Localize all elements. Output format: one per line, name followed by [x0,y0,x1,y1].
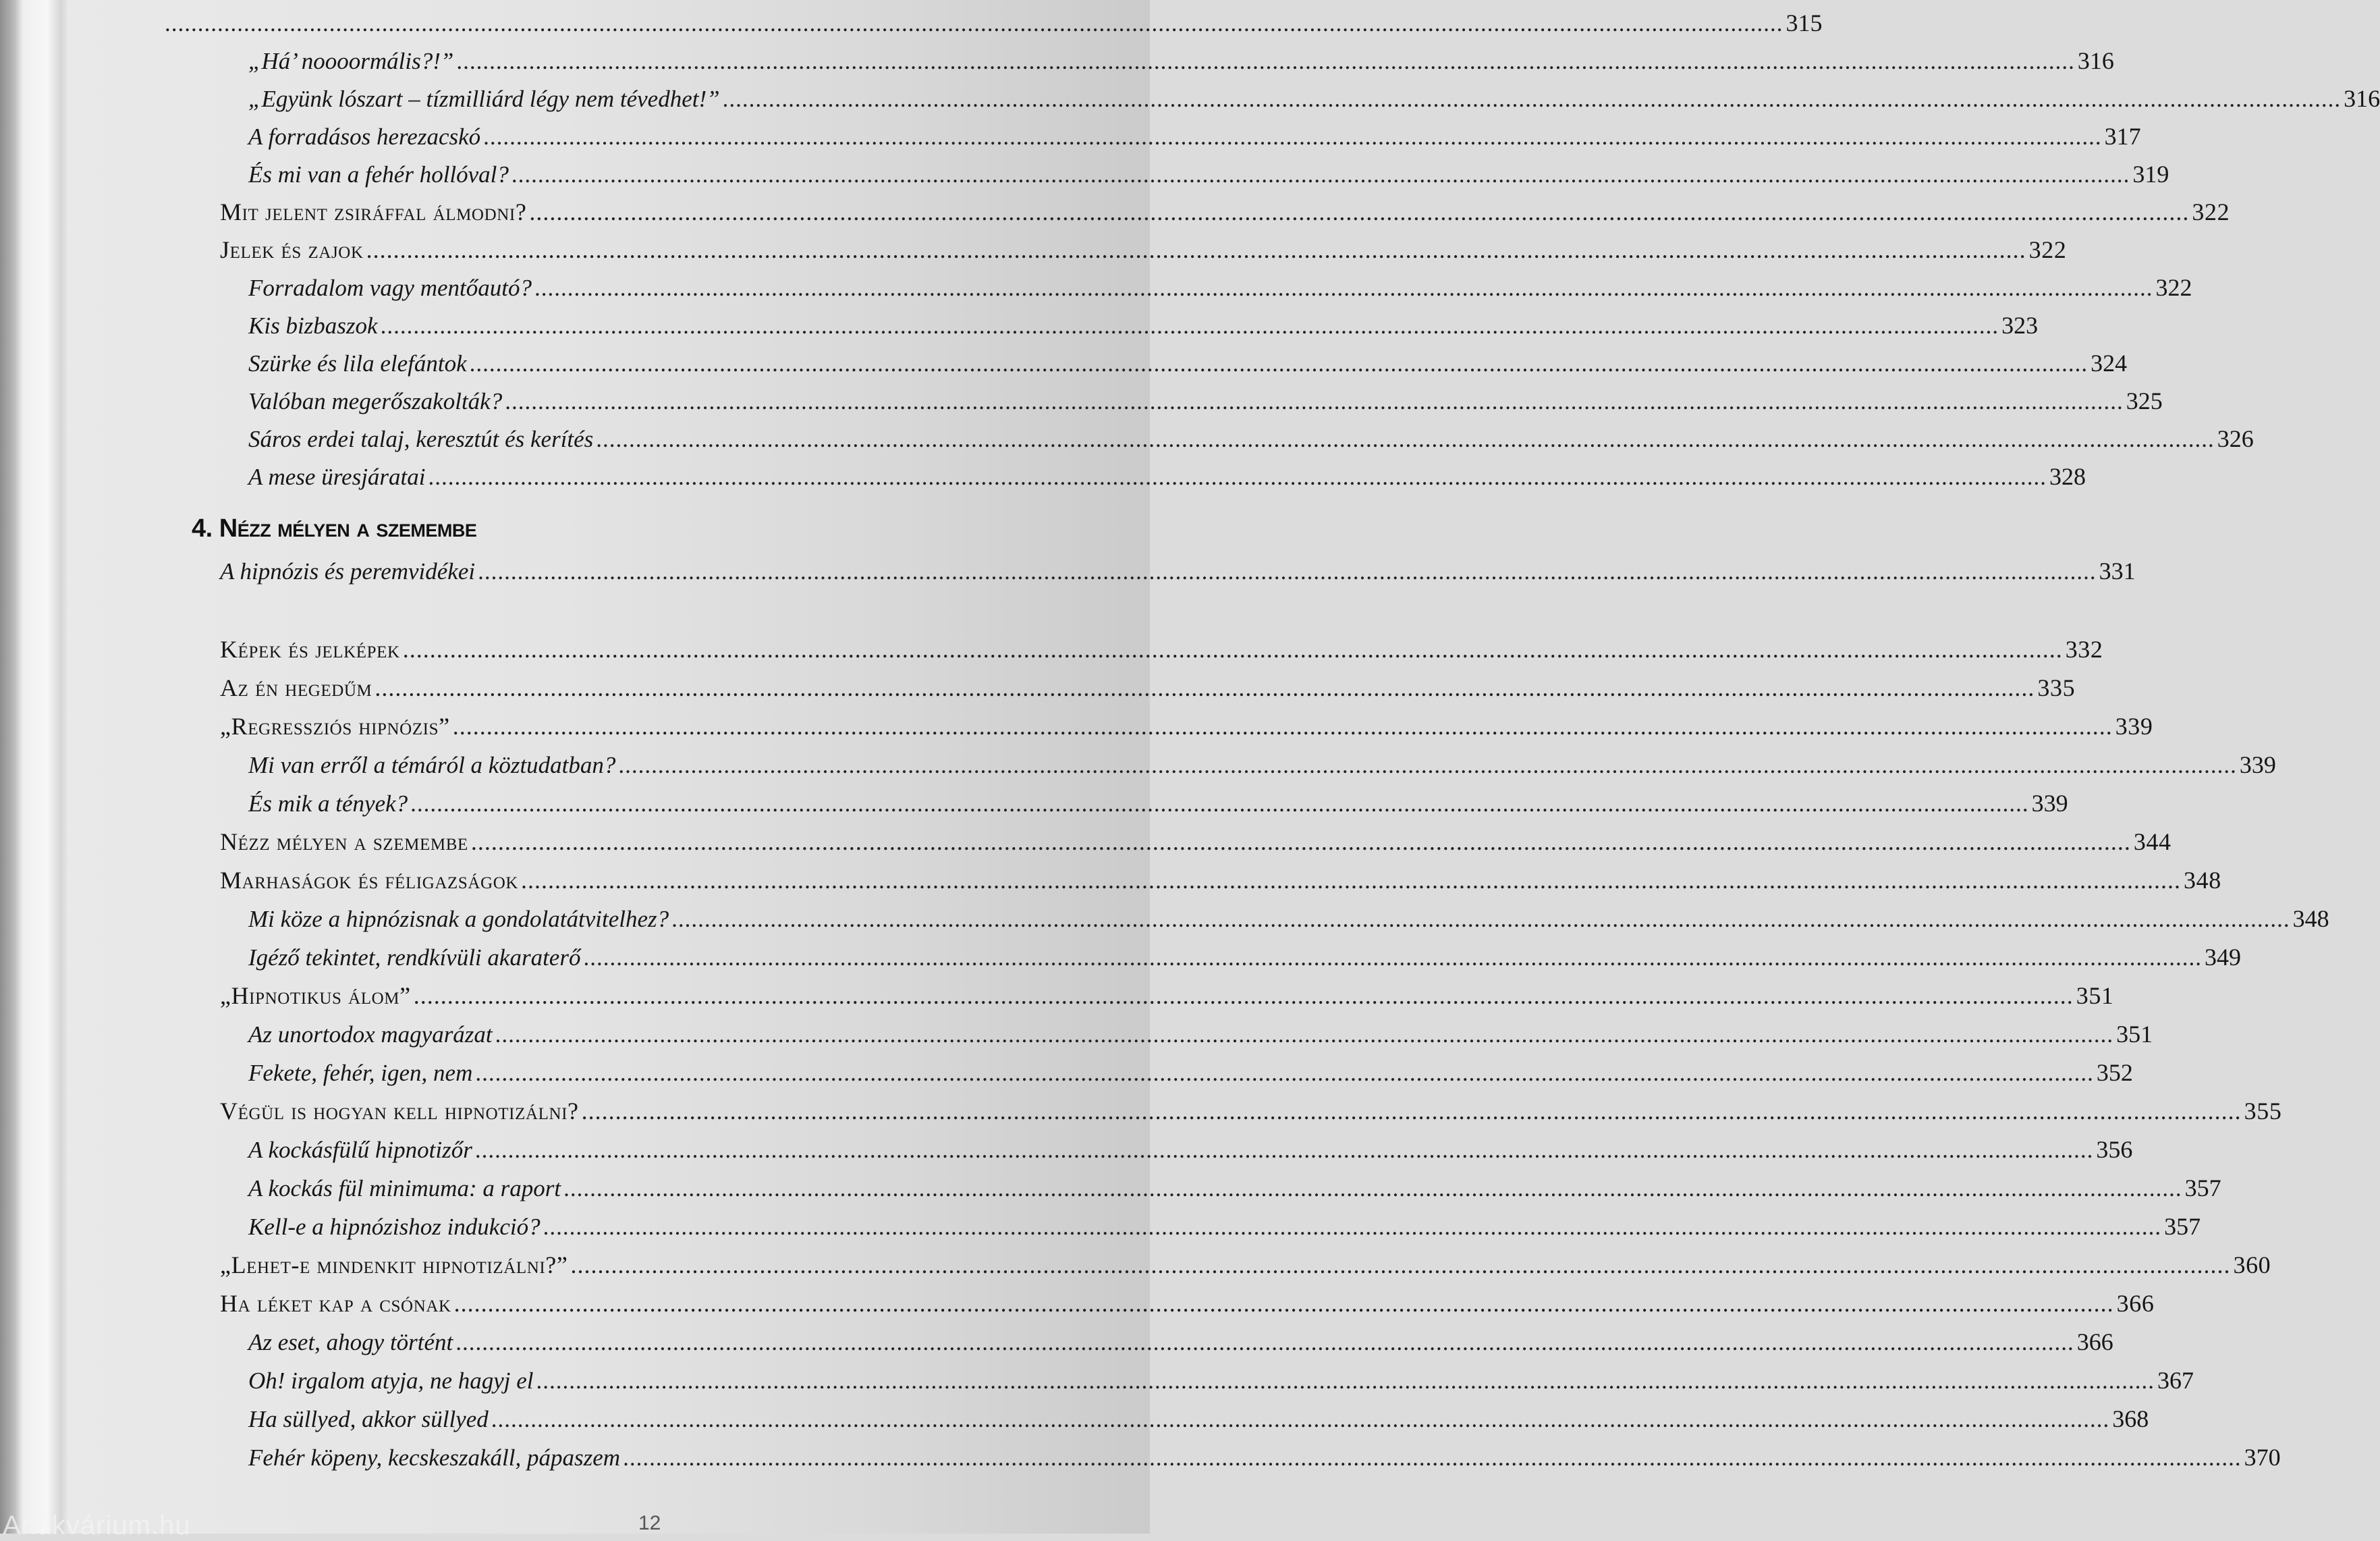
dot-leader [453,713,2113,740]
toc-entry-page: 355 [2244,1098,2282,1125]
toc-entry-page: 344 [2133,828,2171,855]
toc-entry-page: 317 [2104,123,2141,150]
toc-entry-title: Valóban megerőszakolták? [248,388,503,414]
toc-entry-title: Kell-e a hipnózishoz indukció? [248,1214,541,1240]
toc-entry-title: A kockásfülű hipnotizőr [248,1137,472,1163]
dot-leader [470,350,2088,377]
toc-entry [248,387,2163,415]
toc-entry-title: „Há’ noooormális?!” [248,48,454,74]
dot-leader [505,388,2124,415]
toc-entry-title: És mi van a fehér hollóval? [248,161,509,188]
toc-entry-page: 349 [2204,944,2241,971]
toc-entry-title: Fehér köpeny, kecskeszakáll, pápaszem [248,1444,621,1471]
toc-entry [220,1290,2155,1317]
dot-leader [582,1098,2242,1125]
toc-entry-page: 348 [2292,905,2329,932]
toc-entry-page: 326 [2217,425,2254,452]
toc-entry [220,867,2221,894]
dot-leader [511,161,2130,188]
toc-entry-page: 368 [2112,1405,2149,1432]
dot-leader [495,1021,2114,1048]
book-spine-edge [0,0,67,1534]
toc-entry-page: 335 [2037,674,2076,701]
dot-leader [570,1251,2230,1278]
dot-leader [165,10,1783,37]
dot-leader [375,674,2035,701]
toc-entry [248,905,2329,933]
toc-entry-page: 339 [2031,790,2068,817]
toc-entry-title: Ha léket kap a csónak [220,1290,451,1317]
toc-entry-title: Mi van erről a témáról a köztudatban? [248,752,616,778]
dot-leader [455,1329,2074,1356]
toc-entry-page: 315 [1786,9,1823,36]
toc-entry-title: A mese üresjáratai [248,464,426,490]
toc-entry-title: Mit jelent zsiráffal álmodni? [220,198,527,225]
toc-entry [220,828,2171,855]
toc-entry-page: 316 [2344,85,2380,112]
toc-entry-title: A forradásos herezacskó [248,124,481,150]
toc-entry-title: „Együnk lószart – tízmilliárd légy nem tévedhet!” [248,86,720,112]
toc-entry-title: „Regressziós hipnózis” [220,713,450,740]
toc-entry [248,1328,2113,1356]
toc-entry [220,236,2067,263]
toc-entry [248,944,2241,971]
toc-entry-title: Forradalom vagy mentőautó? [248,275,532,301]
dot-leader [596,426,2215,453]
toc-entry-page: 325 [2126,387,2163,414]
toc-entry-title: És mik a tények? [248,790,408,817]
toc-entry-page: 328 [2049,463,2086,490]
dot-leader [454,1290,2114,1317]
toc-entry [248,1174,2221,1202]
toc-entry [220,1098,2282,1125]
toc-entry-page: 357 [2164,1213,2201,1240]
toc-entry [248,161,2169,188]
toc-entry [248,85,2380,113]
toc-entry-title: Kis bizbaszok [248,313,378,339]
dot-leader [723,86,2342,113]
dot-leader [478,558,2097,585]
dot-leader [529,198,2189,225]
toc-entry [248,751,2276,779]
toc-entry-page: 367 [2157,1367,2194,1394]
toc-entry [248,350,2128,377]
toc-entry [162,9,1823,37]
toc-entry-page: 322 [2155,274,2192,301]
toc-entry-title: Igéző tekintet, rendkívüli akaraterő [248,944,581,971]
chapter-subtitle-page: 331 [2099,558,2136,585]
toc-entry [248,1405,2149,1433]
toc-entry-title: Képek és jelképek [220,636,400,663]
toc-entry-title: „Lehet-e mindenkit hipnotizálni?” [220,1251,568,1278]
toc-entry-title: Szürke és lila elefántok [248,350,467,377]
toc-entry-page: 348 [2184,867,2221,894]
toc-entry-title: Marhaságok és féligazságok [220,867,519,894]
dot-leader [534,275,2153,302]
toc-entry-title: Fekete, fehér, igen, nem [248,1060,473,1086]
toc-entry-title: Végül is hogyan kell hipnotizálni? [220,1098,579,1125]
toc-entry [248,1444,2281,1471]
dot-leader [475,1060,2094,1087]
dot-leader [521,867,2181,894]
toc-entry-page: 352 [2096,1059,2133,1086]
toc-entry-page: 323 [2001,312,2039,339]
toc-entry-page: 319 [2132,161,2169,188]
toc-entry-page: 322 [2028,236,2067,263]
toc-entry [220,636,2103,663]
toc-entry-page: 357 [2184,1174,2221,1201]
toc-entry [248,1059,2133,1087]
toc-entry [220,1251,2271,1278]
toc-entry-title: Sáros erdei talaj, keresztút és kerítés [248,426,594,452]
chapter-subtitle: A hipnózis és peremvidékei [220,558,476,585]
toc-entry [248,274,2192,302]
toc-entry [248,1136,2133,1164]
toc-entry [220,674,2076,701]
dot-leader [381,313,1999,340]
dot-leader [543,1214,2162,1241]
toc-entry-title: Mi köze a hipnózisnak a gondolatátvitelhez? [248,906,669,932]
toc-entry-title: „Hipnotikus álom” [220,982,411,1009]
dot-leader [563,1175,2182,1202]
chapter-heading: 4. Nézz mélyen a szemembe [192,514,477,543]
dot-leader [671,906,2290,933]
toc-entry-page: 366 [2076,1328,2113,1355]
toc-entry-page: 339 [2115,713,2153,740]
dot-leader [366,236,2026,263]
toc-entry [220,713,2153,740]
toc-entry-page: 339 [2239,751,2276,778]
dot-leader [410,790,2029,817]
toc-entry [248,312,2039,340]
toc-entry [248,790,2068,817]
toc-entry-page: 351 [2116,1021,2153,1048]
toc-entry-title: Jelek és zajok [220,236,364,263]
toc-entry [220,982,2114,1009]
toc-entry-page: 360 [2233,1251,2271,1278]
toc-entry-page: 332 [2065,636,2103,663]
toc-entry-title: Nézz mélyen a szemembe [220,828,468,855]
dot-leader [536,1368,2155,1395]
toc-entry-page: 316 [2077,47,2114,74]
dot-leader [483,124,2102,151]
toc-entry-page: 370 [2244,1444,2281,1471]
toc-entry-page: 324 [2091,350,2128,377]
toc-entry-title: A kockás fül minimuma: a raport [248,1175,561,1201]
dot-leader [623,1444,2242,1471]
dot-leader [414,982,2074,1009]
toc-entry-page: 356 [2096,1136,2133,1163]
toc-entry [248,1367,2194,1395]
toc-page [67,0,2380,1534]
page-number: 12 [638,1512,661,1534]
toc-entry [248,47,2114,75]
toc-entry [248,1213,2201,1241]
toc-entry-title: Ha süllyed, akkor süllyed [248,1406,489,1432]
dot-leader [491,1406,2110,1433]
chapter-subtitle-entry [220,558,2136,585]
toc-entry-title: Az eset, ahogy történt [248,1329,453,1355]
toc-entry-page: 366 [2116,1290,2155,1317]
toc-entry [248,425,2254,453]
dot-leader [475,1137,2094,1164]
dot-leader [471,828,2131,855]
toc-entry-title: Az unortodox magyarázat [248,1021,493,1048]
dot-leader [618,752,2237,779]
toc-entry-page: 322 [2192,198,2230,225]
dot-leader [403,636,2063,663]
toc-entry [248,1021,2153,1048]
toc-entry [248,463,2086,491]
dot-leader [583,944,2202,971]
dot-leader [428,464,2047,491]
toc-entry [220,198,2230,225]
toc-entry-title: Oh! irgalom atyja, ne hagyj el [248,1368,534,1394]
toc-entry-page: 351 [2076,982,2114,1009]
toc-entry-title: Az én hegedűm [220,674,372,701]
watermark-text: Antikvárium.hu [3,1511,191,1540]
dot-leader [456,48,2075,75]
toc-entry [248,123,2141,151]
